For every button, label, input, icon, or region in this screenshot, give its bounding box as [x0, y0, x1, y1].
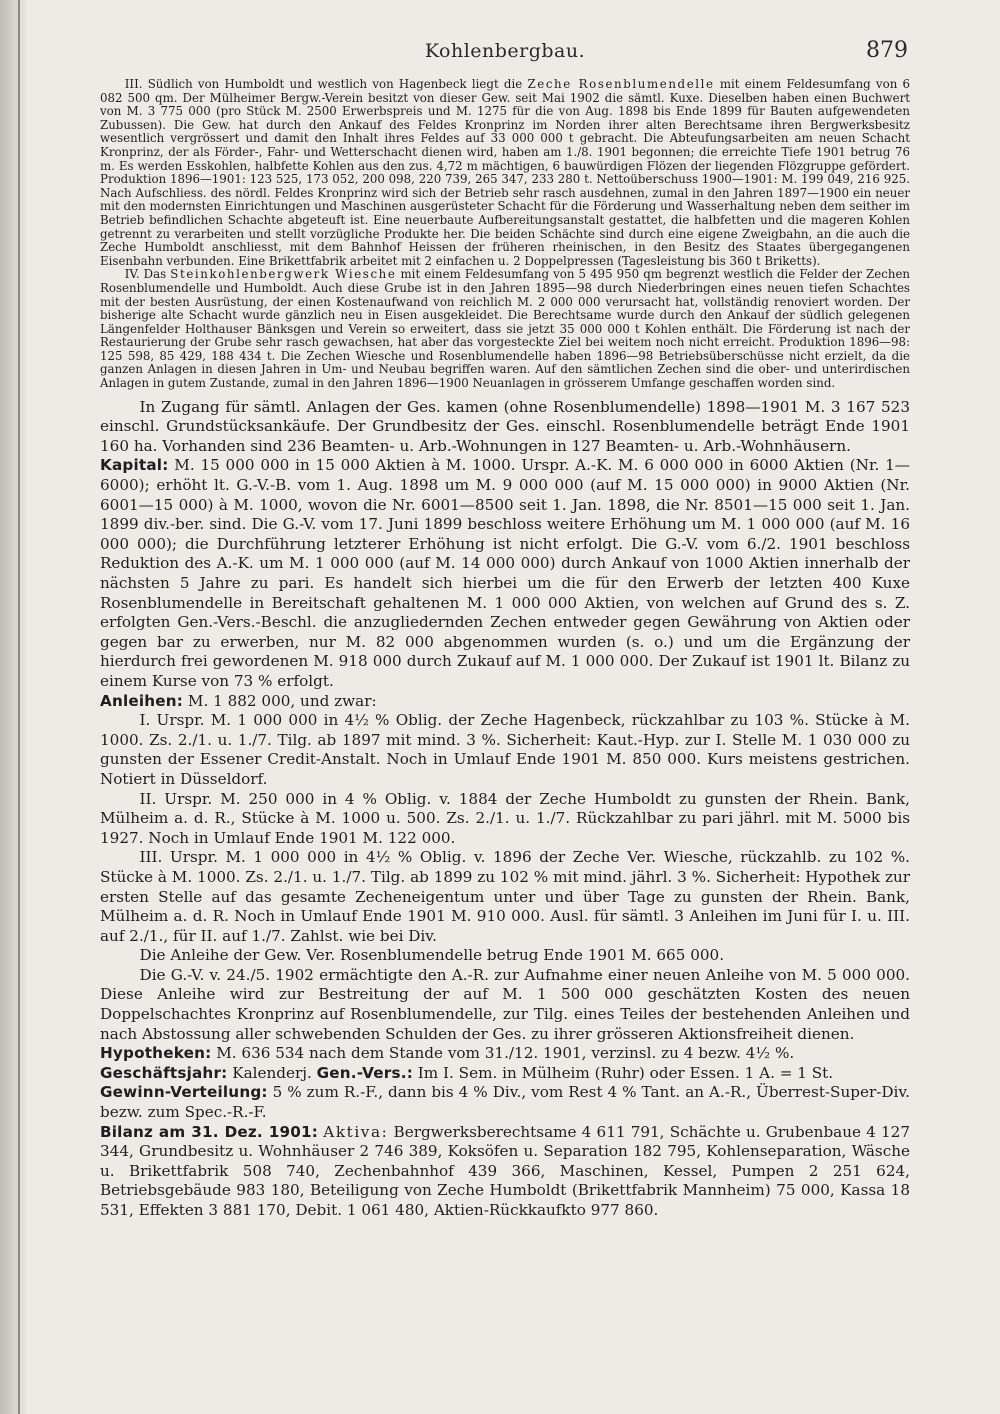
anleihe-two: II. Urspr. M. 250 000 in 4 % Oblig. v. 1884 der Zeche Humboldt zu gunsten der Rhein. Bank, Mülheim a. d. R., Stücke à M. 1000 u. 500. Zs. 2./1. u. 1./7. Rückzahlbar zu pari jährl. mit M. 5000 bis 1927. Noch in Umlauf Ende 1901 M. 122 000. [100, 789, 910, 847]
section-four-mine-name: Steinkohlenbergwerk Wiesche [170, 267, 397, 282]
anleihen-label: Anleihen: [100, 691, 184, 710]
hypotheken-label: Hypotheken: [100, 1044, 212, 1063]
gewinn-paragraph [100, 1083, 910, 1122]
hypotheken-text: M. 636 534 nach dem Stande vom 31./12. 1901, verzinsl. zu 4 bezw. 4½ %. [216, 1044, 795, 1063]
geschaeftsjahr-label: Geschäftsjahr: [100, 1063, 228, 1082]
gen-vers-label: Gen.-Vers.: [316, 1063, 413, 1082]
kapital-label: Kapital: [100, 456, 169, 475]
gewinn-text: 5 % zum R.-F., dann bis 4 % Div., vom Rest 4 % Tant. an A.-R., Überrest-Super-Div. bezw. zum Spec.-R.-F. [100, 1083, 910, 1122]
section-three-text: mit einem Feldesumfang von 6 082 500 qm. Der Mülheimer Bergw.-Verein besitzt von dieser Gew. seit Mai 1902 die sämtl. Kuxe. Dieselben haben einen Buchwert von M. 3 775 000 (pro Stück M. 2500 Erwerbspreis und M. 1275 für die von Aug. 1898 bis Ende 1899 für Bauten aufgewendeten Zubussen). Die Gew. hat durch den Ankauf des Feldes Kronprinz im Norden ihrer alten Berechtsame ihren Bergwerksbesitz wesentlich vergrössert und damit den Inhalt ihres Feldes auf 33 000 000 t gebracht. Die Abteufungsarbeiten am neuen Schacht Kronprinz, der als Förder-, Fahr- und Wetterschacht dienen wird, haben am 1./8. 1901 begonnen; die erreichte Tiefe 1901 betrug 76 m. Es werden Esskohlen, halbfette Kohlen aus den zus. 4,72 m mächtigen, 6 bauwürdigen Flözen der liegenden Flözgruppe gefördert. Produktion 1896—1901: 123 525, 173 052, 200 098, 220 739, 265 347, 233 280 t. Nettoüberschuss 1900—1901: M. 199 049, 216 925. Nach Aufschliess. des nördl. Feldes Kronprinz wird sich der Betrieb sehr rasch ausdehnen, zumal in den Jahren 1897—1900 ein neuer mit den modernsten Einrichtungen und Maschinen ausgerüsteter Schacht für die Förderung und Wasserhaltung neben dem seither im Betrieb befindlichen Schachte abgeteuft ist. Eine neuerbaute Aufbereitungsanstalt gestattet, die halbfetten und die mageren Kohlen getrennt zu verarbeiten und stellt vorzügliche Produkte her. Die beiden Schächte sind durch eine eigene Zweigbahn, an die auch die Zeche Humboldt anschliesst, mit dem Bahnhof Heissen der früheren rheinischen, in den Besitz des Staates übergegangenen Eisenbahn verbunden. Eine Brikettfabrik arbeitet mit 2 einfachen u. 2 Doppelpressen (Tagesleistung bis 360 t Briketts). [100, 77, 911, 268]
section-four-paragraph [100, 268, 910, 390]
section-three-mine-name: Zeche Rosenblumendelle [527, 77, 715, 91]
section-three-paragraph [100, 78, 910, 268]
bilanz-label: Bilanz am 31. Dez. 1901: [100, 1122, 319, 1141]
bilanz-paragraph [100, 1123, 910, 1221]
page-header [100, 38, 910, 78]
section-three-lead: III. Südlich von Humboldt und westlich von Hagenbeck liegt die [124, 77, 523, 91]
gen-vers-text: Im I. Sem. in Mülheim (Ruhr) oder Essen. 1 A. = 1 St. [417, 1063, 834, 1082]
kapital-paragraph [100, 456, 910, 691]
anleihen-intro: M. 1 882 000, und zwar: [187, 691, 377, 710]
anleihe-rosenblumendelle: Die Anleihe der Gew. Ver. Rosenblumendelle betrug Ende 1901 M. 665 000. [139, 946, 725, 965]
spacer [100, 391, 910, 398]
section-four-lead: IV. Das [124, 267, 167, 282]
page-number: 879 [866, 38, 908, 63]
geschaeftsjahr-text: Kalenderj. [232, 1063, 312, 1082]
gewinn-label: Gewinn-Verteilung: [100, 1083, 268, 1102]
bilanz-text: Bergwerksberechtsame 4 611 791, Schächte u. Grubenbaue 4 127 344, Grundbesitz u. Wohnhäuser 2 746 389, Koksöfen u. Separation 182 795, Kohlenseparation, Wäsche u. Brikettfabrik 508 740, Zechenbahnhof 439 366, Maschinen, Kessel, Pumpen 2 251 624, Betriebsgebäude 983 180, Beteiligung von Zeche Humboldt (Brikettfabrik Mannheim) 75 000, Kassa 18 531, Effekten 3 881 170, Debit. 1 061 480, Aktien-Rückkaufkto 977 860. [100, 1122, 910, 1219]
anleihe-one: I. Urspr. M. 1 000 000 in 4½ % Oblig. der Zeche Hagenbeck, rückzahlbar zu 103 %. Stücke à M. 1000. Zs. 2./1. u. 1./7. Tilg. ab 1897 mit mind. 3 %. Sicherheit: Kaut.-Hyp. zur I. Stelle M. 1 030 000 zu gunsten der Essener Credit-Anstalt. Noch in Umlauf Ende 1901 M. 850 000. Kurs meistens gestrichen. Notiert in Düsseldorf. [100, 711, 910, 788]
anleihe-three: III. Urspr. M. 1 000 000 in 4½ % Oblig. v. 1896 der Zeche Ver. Wiesche, rückzahlb. zu 102 %. Stücke à M. 1000. Zs. 2./1. u. 1./7. Tilg. ab 1899 zu 102 % mit mind. jährl. 3 %. Sicherheit: Hypothek zur ersten Stelle auf das gesamte Zecheneigentum unter und über Tage zu gunsten der Rhein. Bank, Mülheim a. d. R. Noch in Umlauf Ende 1901 M. 910 000. Ausl. für sämtl. 3 Anleihen im Juni für I. u. III. auf 2./1., für II. auf 1./7. Zahlst. wie bei Div. [100, 848, 910, 945]
geschaeftsjahr-paragraph [100, 1064, 910, 1084]
aktiva-label: Aktiva: [323, 1122, 389, 1141]
document-page [100, 38, 910, 1221]
anleihen-paragraph [100, 692, 910, 712]
hypotheken-paragraph [100, 1044, 910, 1064]
book-spine-shadow [0, 0, 26, 1414]
zugang-paragraph: In Zugang für sämtl. Anlagen der Ges. kamen (ohne Rosenblumendelle) 1898—1901 M. 3 167 523 einschl. Grundstücksankäufe. Der Grundbesitz der Ges. einschl. Rosenblumendelle beträgt Ende 1901 160 ha. Vorhanden sind 236 Beamten- u. Arb.-Wohnungen in 127 Beamten- u. Arb.-Wohnhäusern. [100, 397, 910, 455]
book-spine-edge [18, 0, 20, 1414]
running-title: Kohlenbergbau. [424, 40, 586, 62]
kapital-text: M. 15 000 000 in 15 000 Aktien à M. 1000. Urspr. A.-K. M. 6 000 000 in 6000 Aktien (Nr. 1—6000); erhöht lt. G.-V.-B. vom 1. Aug. 1898 um M. 9 000 000 (auf M. 15 000 000) in 9000 Aktien (Nr. 6001—15 000) à M. 1000, wovon die Nr. 6001—8500 seit 1. Jan. 1898, die Nr. 8501—15 000 seit 1. Jan. 1899 div.-ber. sind. Die G.-V. vom 17. Juni 1899 beschloss weitere Erhöhung um M. 1 000 000 (auf M. 16 000 000); die Durchführung letzterer Erhöhung ist nicht erfolgt. Die G.-V. vom 6./2. 1901 beschloss Reduktion des A.-K. um M. 1 000 000 (auf M. 14 000 000) durch Ankauf von 1000 Aktien innerhalb der nächsten 5 Jahre zu pari. Es handelt sich hierbei um die für den Erwerb der letzten 400 Kuxe Rosenblumendelle in Bereitschaft gehaltenen M. 1 000 000 Aktien, von welchen auf Grund des s. Z. erfolgten Gen.-Vers.-Beschl. die anzugliedernden Zechen entweder gegen Gewährung von Aktien oder gegen bar zu erwerben, nur M. 82 000 abgenommen wurden (s. o.) und um die Ergänzung der hierdurch frei gewordenen M. 918 000 durch Zukauf auf M. 1 000 000. Der Zukauf ist 1901 lt. Bilanz zu einem Kurse von 73 % erfolgt. [100, 456, 910, 690]
section-four-text: mit einem Feldesumfang von 5 495 950 qm begrenzt westlich die Felder der Zechen Rosenblumendelle und Humboldt. Auch diese Grube ist in den Jahren 1895—98 durch Niederbringen eines neuen tiefen Schachtes mit der besten Ausrüstung, der einen Kostenaufwand von reichlich M. 2 000 000 verursacht hat, vollständig renoviert worden. Der bisherige alte Schacht wurde gänzlich neu in Eisen ausgekleidet. Die Berechtsame wurde durch den Ankauf der südlich gelegenen Längenfelder Holthauser Bänksgen und Verein so erweitert, dass sie jetzt 35 000 000 t Kohlen enthält. Die Förderung ist nach der Restaurierung der Grube sehr rasch gewachsen, hat aber das vorgesteckte Ziel bei weitem noch nicht erreicht. Produktion 1896—98: 125 598, 85 429, 188 434 t. Die Zechen Wiesche und Rosenblumendelle haben 1896—98 Betriebsüberschüsse nicht erzielt, da die ganzen Anlagen in diesen Jahren in Um- und Neubau begriffen waren. Auf den sämtlichen Zechen sind die ober- und unterirdischen Anlagen in gutem Zustande, zumal in den Jahren 1896—1900 Neuanlagen in grösserem Umfange geschaffen worden sind. [100, 267, 911, 391]
anleihe-new: Die G.-V. v. 24./5. 1902 ermächtigte den A.-R. zur Aufnahme einer neuen Anleihe von M. 5 000 000. Diese Anleihe wird zur Bestreitung der auf M. 1 500 000 geschätzten Kosten des neuen Doppelschachtes Kronprinz auf Rosenblumendelle, zur Tilg. eines Teiles der bestehenden Anleihen und nach Abstossung aller schwebenden Schulden der Ges. zu ihrer grösseren Aktionsfreiheit dienen. [100, 965, 910, 1043]
